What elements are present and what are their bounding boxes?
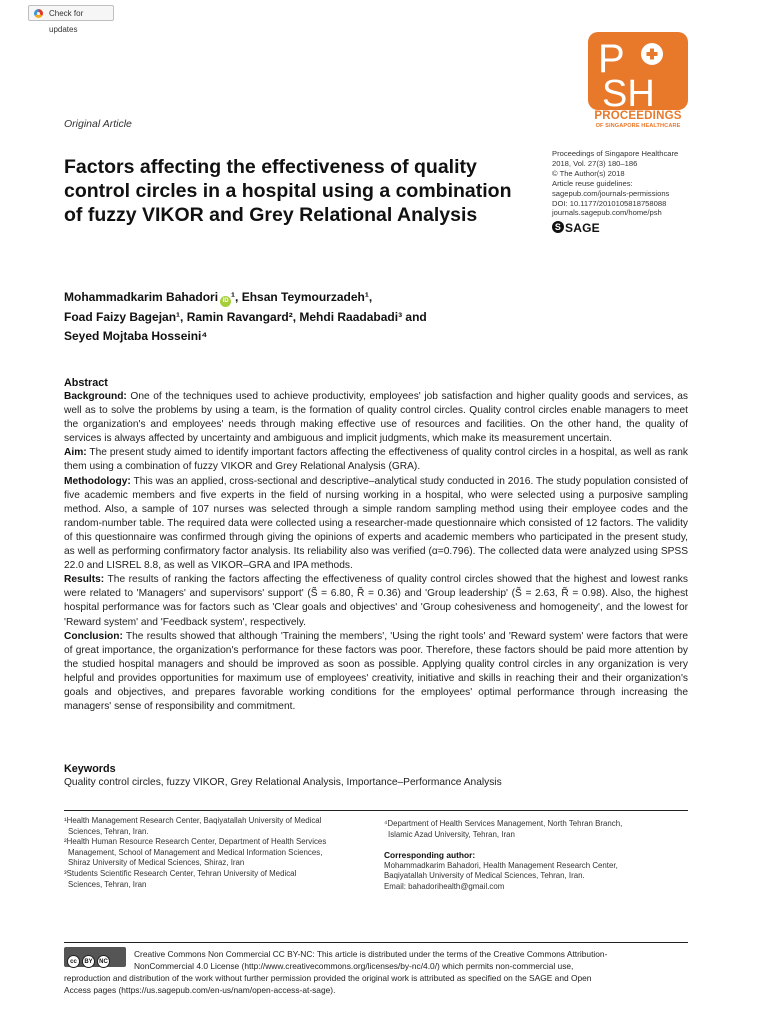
affiliations-right: ⁴Department of Health Services Management, North Tehran Branch, Islamic Azad University, Tehran, Iran Corresponding author: Mohammadkarim Bahadori, Health Management Research Center, Baqiyatallah University of Medical Sciences, Tehran, Iran. Email: bahadorihealth@gmail.com xyxy=(384,819,684,893)
crossmark-icon xyxy=(34,9,43,18)
meta-doi[interactable]: DOI: 10.1177/2010105818758088 xyxy=(552,198,667,208)
license-text: Creative Commons Non Commercial CC BY-NC: This article is distributed under the terms of the Creative Commons Attribution- NonCommercial 4.0 License (http://www.creativecommons.org/licenses/by-nc/4.0/) which permits non-commercial use, reproduction and distribution of the work without further permission provided the original work is attributed as specified on the SAGE and Open Access pages (https://us.sagepub.com/en-us/nam/open-access-at-sage). xyxy=(64,949,608,995)
journal-meta xyxy=(552,149,752,218)
keywords-heading: Keywords xyxy=(64,763,116,775)
abstract-conclusion: Conclusion: The results showed that although 'Training the members', 'Using the right tools' and 'Reward system' were factors that were of great importance, the organization's performance for these factors was poor. Therefore, these factors should be paid more attention by the studied hospital managers and should be improved as soon as possible. Applying quality control circles in any organization is very helpful and provides opportunities for maximum use of employees' creativity, initiative and skills in reaching their and their organization's goals and objectives, and prepares favorable working conditions for the employees' optimal performance through increasing the managers' sense of responsibility and commitment. xyxy=(64,630,688,713)
footer-divider xyxy=(64,942,688,943)
abstract-body xyxy=(64,390,688,714)
authors-line3: Seyed Mojtaba Hosseini⁴ xyxy=(64,329,208,343)
meta-volume: 2018, Vol. 27(3) 180–186 xyxy=(552,158,638,168)
logo-letter-p: P xyxy=(598,37,625,81)
abstract-methodology: Methodology: This was an applied, cross-sectional and descriptive–analytical study conducted in 2016. The study population consisted of five academic members and five experts in the field of nursing working in a hospital, who were selected using a purposive sampling method. Also, a sample of 107 nurses was selected through a simple random sampling method using their employee codes and the random-number table. The required data were collected using a researcher-made questionnaire which consisted of 12 factors. The validity of this questionnaire was confirmed through giving the opinions of experts and academic members who participated in the present study, as well as performing confirmatory factor analysis. Its reliability also was verified (α=0.796). The collected data were analyzed using SPSS 22.0 and LISREL 8.8, as well as VIKOR–GRA and IPA methods. xyxy=(64,475,688,572)
meta-permissions-link[interactable]: sagepub.com/journals-permissions xyxy=(552,188,670,198)
logo-text-singapore: OF SINGAPORE HEALTHCARE xyxy=(595,123,681,129)
article-type: Original Article xyxy=(64,118,132,130)
keywords-list: Quality control circles, fuzzy VIKOR, Grey Relational Analysis, Importance–Performance Analysis xyxy=(64,777,502,788)
check-for-updates-button[interactable] xyxy=(28,5,114,34)
authors-line2: Foad Faizy Bagejan¹, Ramin Ravangard², Mehdi Raadabadi³ and xyxy=(64,309,427,324)
paper-title: Factors affecting the effectiveness of quality control circles in a hospital using a combination of fuzzy VIKOR and Grey Relational Analysis xyxy=(64,156,512,226)
corresponding-heading: Corresponding author: xyxy=(384,850,476,861)
meta-reuse: Article reuse guidelines: xyxy=(552,178,633,188)
journal-logo xyxy=(588,32,688,110)
abstract-aim: Aim: The present study aimed to identify important factors affecting the effectiveness of quality control circles in a hospital, as well as rank them using a combination of fuzzy VIKOR and Grey Relational Analysis (GRA). xyxy=(64,447,688,473)
publisher-name: SAGE xyxy=(565,221,600,235)
nc-icon: NC xyxy=(97,955,110,968)
abstract-background: Background: One of the techniques used to achieve productivity, employees' job satisfaction and higher quality goods and services, as well as to solve the problems by using a team, is the formation of quality control circles. Quality control circles enable managers to meet the organization's and employees' needs through making effective use of resources and facilities. On the other hand, the quality of services is always affected by uncertainty and ambiguous and implicit judgments, which make its measurement uncertain. xyxy=(64,391,688,445)
svg-text:SH: SH xyxy=(602,73,655,110)
author-1[interactable]: Mohammadkarim Bahadori xyxy=(64,290,219,304)
affiliations-left: ¹Health Management Research Center, Baqiyatallah University of Medical Sciences, Tehran, Iran. ²Health Human Resource Research Center, Department of Health Services Management, School of Management and Medical Information Sciences, Shiraz University of Medical Sciences, Shiraz, Iran ³Students Scientific Research Center, Tehran University of Medical Sciences, Tehran, Iran xyxy=(64,816,327,889)
meta-copyright: © The Author(s) 2018 xyxy=(552,168,625,178)
abstract-heading: Abstract xyxy=(64,377,108,389)
by-icon: BY xyxy=(82,955,95,968)
logo-text-proceedings: PROCEEDINGS xyxy=(594,110,682,122)
orcid-icon[interactable]: iD xyxy=(220,296,231,307)
divider xyxy=(64,810,688,811)
cc-icon: cc xyxy=(67,955,80,968)
abstract-results: Results: The results of ranking the factors affecting the effectiveness of quality control circles showed that the highest and lowest ranks were related to 'Managers' and supervisors' support' (S̃ = 6.80, R̃ = 0.36) and 'Group leadership' (S̃ = 2.63, R̃ = 0.98). Also, the highest hospital performance was for factors such as 'Clear goals and objectives' and 'Group cohesiveness and homogeneity', and the lowest for 'Reward system' and 'Feedback system', respectively. xyxy=(64,574,688,628)
author-list xyxy=(64,288,534,347)
psh-logo-icon xyxy=(588,32,688,110)
check-for-updates-label: Check for updates xyxy=(49,9,84,34)
sage-icon: S xyxy=(552,221,564,233)
meta-journal-link[interactable]: journals.sagepub.com/home/psh xyxy=(552,208,662,218)
publisher-logo xyxy=(552,221,600,235)
corresponding-email[interactable]: Email: bahadorihealth@gmail.com xyxy=(384,881,505,891)
authors-line1-rest: ¹, Ehsan Teymourzadeh¹, xyxy=(231,290,373,304)
meta-journal: Proceedings of Singapore Healthcare xyxy=(552,149,679,158)
